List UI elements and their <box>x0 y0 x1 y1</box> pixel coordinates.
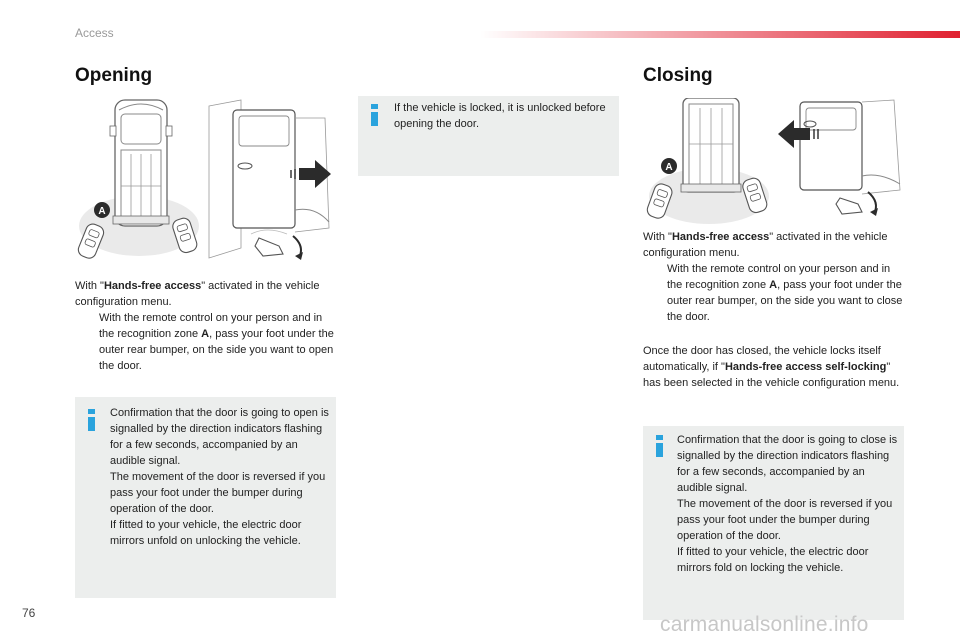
open-direction-arrow-icon <box>299 160 331 188</box>
closing-heading: Closing <box>643 65 713 86</box>
info-i-icon <box>370 104 379 126</box>
opening-door-side-illustration <box>207 98 337 268</box>
opening-van-top-view-illustration <box>75 98 203 268</box>
opening-info-text: Confirmation that the door is going to open is signalled by the direction indicators flashing for a few seconds, accompanied by an audible signal. The movement of the door is reversed if you pass your foot under the bumper during operation of the door. If fitted to your vehicle, the electric door mirrors unfold on unlocking the vehicle. <box>110 407 329 547</box>
rear-bumper <box>113 216 169 224</box>
mirror-right <box>166 126 172 136</box>
watermark-text: carmanualsonline.info <box>660 613 869 636</box>
info-i-icon <box>655 435 664 457</box>
closing-van-top-view-illustration <box>645 98 773 226</box>
closing-door-side-illustration <box>776 98 904 220</box>
sliding-door <box>800 102 862 190</box>
section-header: Access <box>75 26 114 40</box>
closing-autolock-text: Once the door has closed, the vehicle locks itself automatically, if "Hands-free access self-locking" has been selected in the vehicle configuration menu. <box>643 345 900 389</box>
zone-a-label: A <box>98 206 106 217</box>
locked-info-text: If the vehicle is locked, it is unlocked before opening the door. <box>394 102 606 130</box>
opening-bullet: With the remote control on your person and in the recognition zone A, pass your foot under the outer rear bumper, on the side you want to open the door. <box>99 312 334 372</box>
closing-info-text: Confirmation that the door is going to close is signalled by the direction indicators flashing for a few seconds, accompanied by an audible signal. The movement of the door is reversed if you pass your foot under the bumper during operation of the door. If fitted to your vehicle, the electric door mirrors fold on locking the vehicle. <box>677 434 898 574</box>
foot-icon <box>836 198 862 214</box>
zone-a-label: A <box>665 162 673 173</box>
mirror-left <box>110 126 116 136</box>
info-i-icon <box>87 409 96 431</box>
opening-instructions <box>75 278 340 374</box>
header-rule <box>480 31 960 38</box>
page-number: 76 <box>22 606 36 620</box>
closing-bullet: With the remote control on your person and in the recognition zone A, pass your foot under the outer rear bumper, on the side you want to close the door. <box>667 263 903 323</box>
closing-instructions <box>643 229 908 325</box>
opening-intro: With "Hands-free access" activated in the vehicle configuration menu. <box>75 280 320 308</box>
closing-intro: With "Hands-free access" activated in the vehicle configuration menu. <box>643 231 888 259</box>
foot-icon <box>255 238 283 256</box>
rear-bumper <box>681 184 741 192</box>
opening-heading: Opening <box>75 65 153 86</box>
